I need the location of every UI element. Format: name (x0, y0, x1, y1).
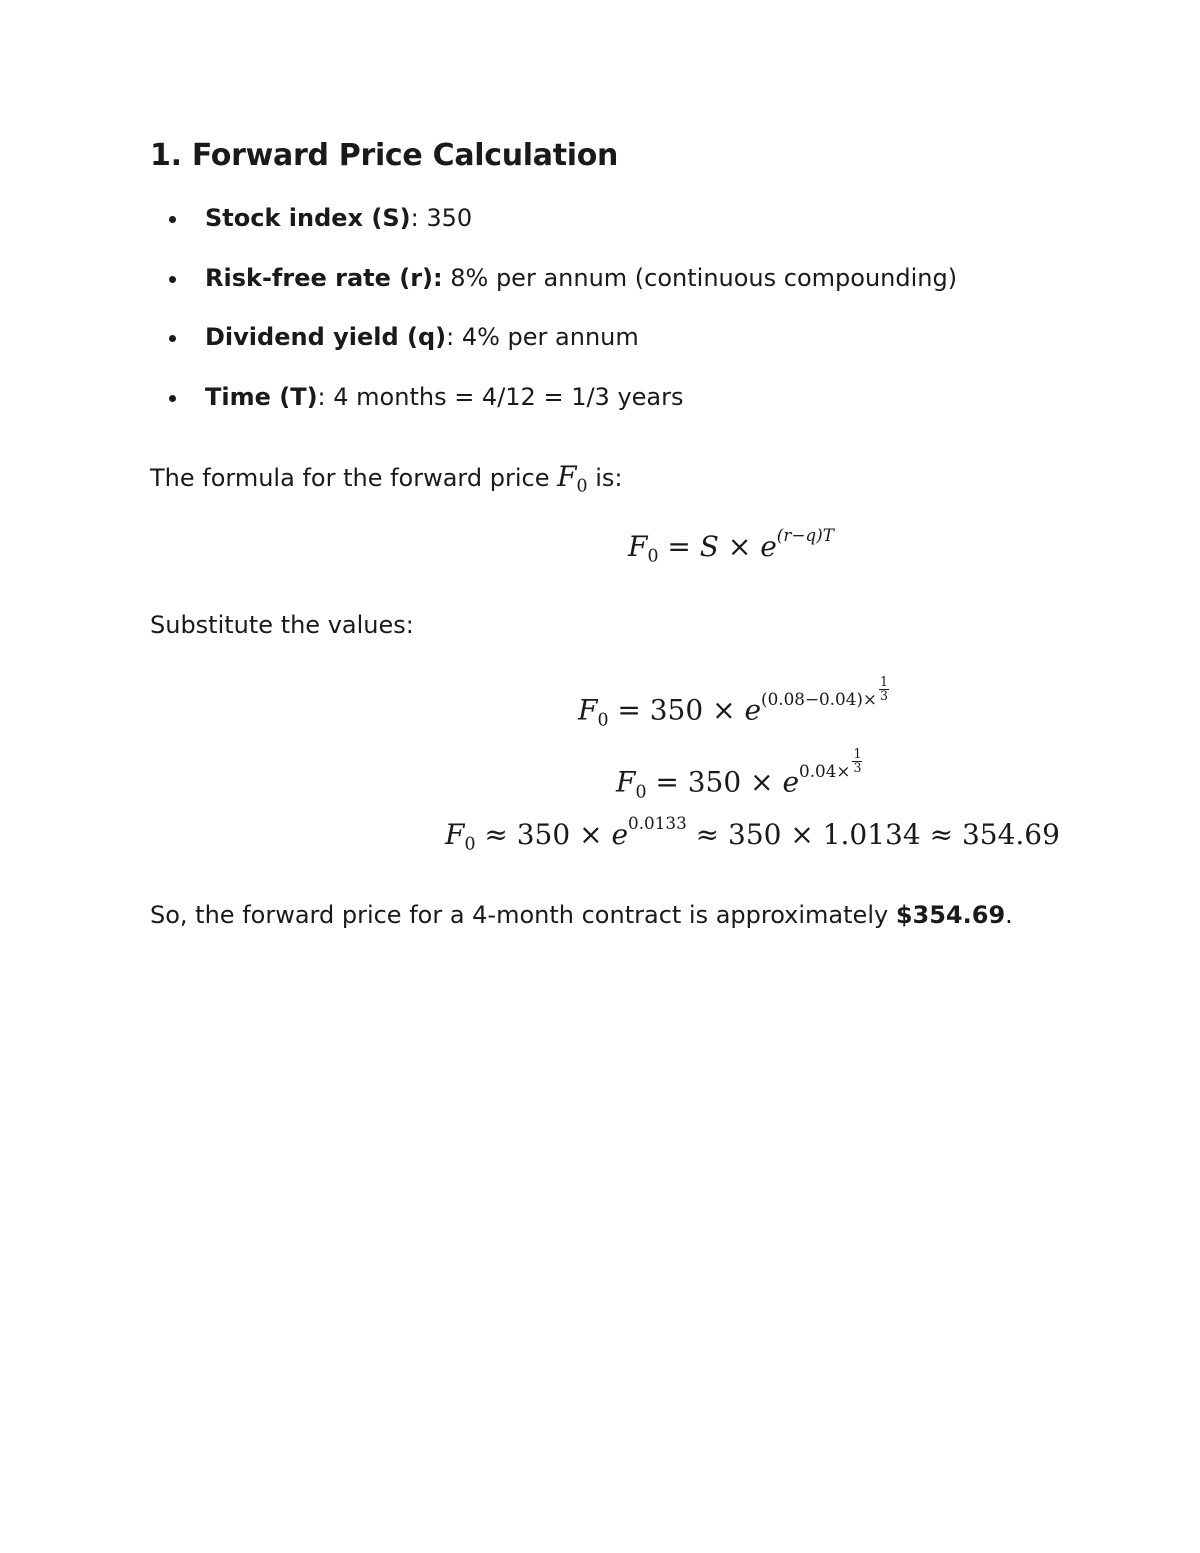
param-label: Time (T) (205, 383, 318, 411)
bullet-icon (169, 395, 176, 402)
formula-intro: The formula for the forward price $F_0$ is: (150, 460, 623, 497)
param-label: Stock index (S) (205, 204, 411, 232)
conclusion-text: So, the forward price for a 4-month contract is approximately $354.69. (150, 901, 1013, 929)
param-value: 4% per annum (454, 323, 639, 351)
forward-price-formula: $F_0 = S \times e^{(r-q)T}$ (628, 524, 834, 567)
equation-step-3: $F_0 \approx 350 \times e^{0.0133} \approx 350 \times 1.0134 \approx 354.69$ (445, 812, 1060, 855)
equation-step-1: $F_0 = 350 \times e^{(0.08-0.04)\times \frac{1}{3}}$ (578, 674, 888, 731)
param-label: Dividend yield (q) (205, 323, 447, 351)
bullet-icon (169, 335, 176, 342)
equation-step-2: $F_0 = 350 \times e^{0.04\times \frac{1}{3}}$ (616, 746, 862, 803)
substitute-text: Substitute the values: (150, 611, 414, 639)
forward-price-result: $354.69 (895, 901, 1006, 929)
section-title: 1. Forward Price Calculation (150, 138, 619, 173)
param-value: 350 (418, 204, 473, 232)
bullet-icon (169, 216, 176, 223)
bullet-icon (169, 276, 176, 283)
forward-price-symbol: $F_0$ (557, 460, 588, 497)
param-label: Risk-free rate (r): (205, 264, 443, 292)
param-value: 8% per annum (continuous compounding) (442, 264, 958, 292)
param-value: 4 months = 4/12 = 1/3 years (325, 383, 684, 411)
